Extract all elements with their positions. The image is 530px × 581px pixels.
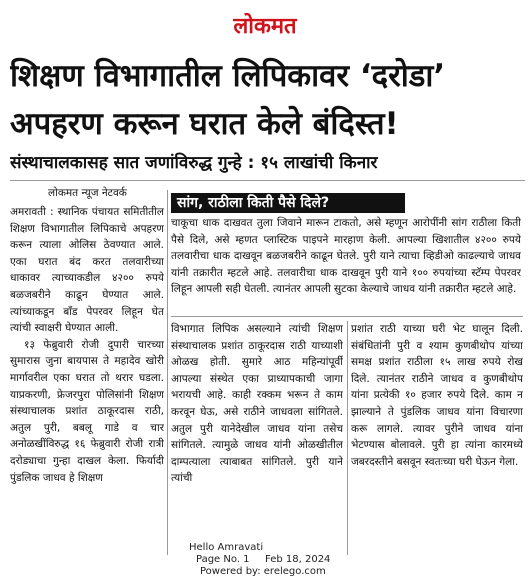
footer-powered: Powered by: erelego.com: [200, 566, 326, 577]
article-column-1: [10, 204, 164, 554]
article-column-3: प्रशांत राठी याच्या घरी भेट घालून दिली. संबंधितांनी पुरी व श्याम कुणबीथोप यांच्या समक्ष प्रशांत राठीला १५ लाख रुपये रोख दिले. त्यानंतर राठीने जाधव व कुणबीथोप यांना प्रत्येकी १० हजार रुपये दिले. काम न झाल्याने ते पुंडलिक जाधव यांना विचारणा करू लागले. त्यावर पुरीने जाधव यांना भेटण्यास बोलावले. पुरी हा त्यांना कारमध्ये जबरदस्तीने बसवून स्वतःच्या घरी घेऊन गेला.: [351, 323, 523, 468]
footer-date: Feb 18, 2024: [265, 554, 331, 565]
column-divider: [347, 321, 348, 555]
article-paragraph: अमरावती : स्थानिक पंचायत समितीतील शिक्षण विभागातील लिपिकाचे अपहरण करून त्याला ओलिस ठेवण्यात आले. एका घरात बंद करत तलवारीच्या धाकावर त्याच्याकडील ४२०० रुपये बळजबरीने काढून घेण्यात आले. त्यांच्याकडून बाँड पेपरवर लिहून घेत त्यांची स्वाक्षरी घेण्यात आली.: [10, 206, 164, 335]
footer-page: Page No. 1: [196, 554, 250, 565]
subheadline: संस्थाचालकासह सात जणांविरुद्ध गुन्हे : १५ लाखांची किनार: [10, 153, 378, 173]
subheadline-rule: [10, 180, 525, 181]
box-text: चाकूचा धाक दाखवत तुला जिवाने मारून टाकतो, असे म्हणून आरोपींनी सांग राठीला किती पैसे दिले, असे म्हणत प्लास्टिक पाइपने मारहाण केली. आपल्या खिशातील ४२०० रुपये तलवारीचा धाक दाखवून बळजबरीने काढून घेतले. पुरी याने त्याचा व्हिडीओ काढल्याचे जाधव यांनी तक्रारीत म्हटले आहे. तलवारीचा धाक दाखवून पुरी याने १०० रुपयांच्या स्टॅम्प पेपरवर लिहून आपली सही घेतली. त्यानंतर आपली सुटका केल्याचे जाधव यांनी तक्रारीत म्हटले आहे.: [171, 217, 521, 296]
column-divider: [167, 190, 168, 555]
box-heading: सांग, राठीला किती पैसे दिले?: [171, 193, 405, 213]
footer-edition: Hello Amravati: [189, 542, 264, 553]
headline-line-2: अपहरण करून घरात केले बंदिस्त!: [10, 106, 399, 142]
box-bottom-rule: [171, 316, 523, 317]
masthead-logo: लोकमत: [233, 14, 297, 39]
byline: लोकमत न्यूज नेटवर्क: [48, 187, 127, 199]
article-paragraph: १३ फेब्रुवारी रोजी दुपारी चारच्या सुमारास जुना बायपास ते महादेव खोरी मार्गावरील एका घरात तो थरार घडला. याप्रकरणी, फ्रेजरपुरा पोलिसांनी शिक्षण संस्थाचालक प्रशांत ठाकूरदास राठी, अतुल पुरी, बबलू गाडे व चार अनोळखींविरुद्ध १६ फेब्रुवारी रोजी रात्री दरोड्याचा गुन्हा दाखल केला. फिर्यादी पुंडलिक जाधव हे शिक्षण: [10, 338, 164, 484]
article-column-2: विभागात लिपिक असल्याने त्यांची शिक्षण संस्थाचालक प्रशांत ठाकूरदास राठी याच्याशी ओळख होती. सुमारे आठ महिन्यांपूर्वी आपल्या संस्थेत एका प्राध्यापकाची जागा भरायची आहे. काही रक्कम भरून ते काम करवून घेऊ, असे राठीने जाधवला सांगितले. अतुल पुरी यानेदेखील जाधव यांना तसेच सांगितले. त्यामुळे जाधव यांनी ओळखीतील दाम्पत्याला त्याबाबत सांगितले. पुरी याने त्यांची: [171, 323, 343, 485]
headline-line-1: शिक्षण विभागातील लिपिकावर ‘दरोडा’: [10, 58, 446, 94]
